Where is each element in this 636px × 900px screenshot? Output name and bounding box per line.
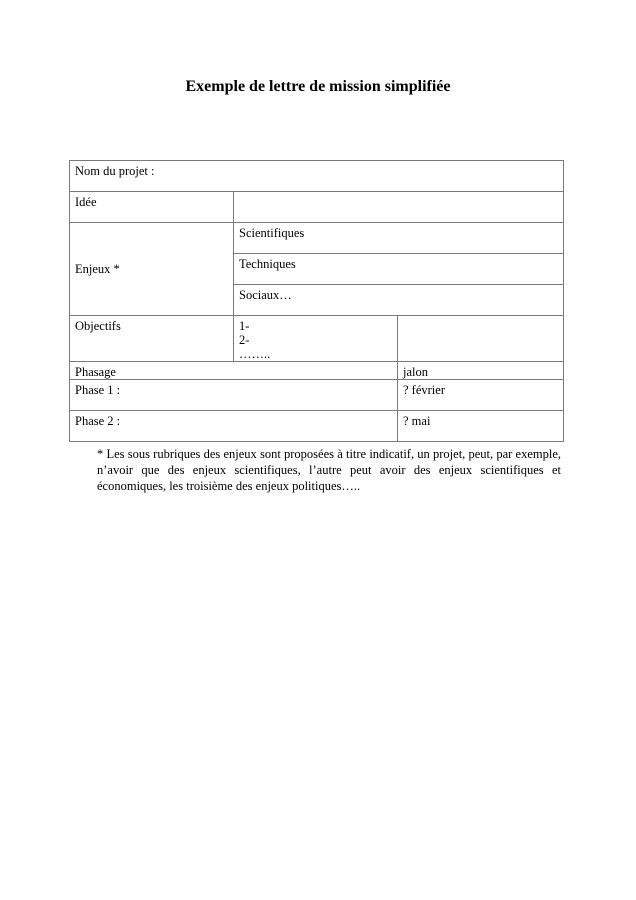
objectif-line-1: 1- bbox=[239, 319, 250, 333]
enjeux-sociaux-cell[interactable]: Sociaux… bbox=[234, 285, 564, 316]
phase-1-jalon[interactable]: ? février bbox=[398, 380, 564, 411]
objectif-line-3: …….. bbox=[239, 347, 271, 361]
table-row-phase-2 bbox=[70, 411, 564, 442]
phase-2-jalon[interactable]: ? mai bbox=[398, 411, 564, 442]
table-row-objectifs bbox=[70, 316, 564, 362]
enjeux-scientifiques-cell[interactable]: Scientifiques bbox=[234, 223, 564, 254]
objectifs-extra-cell[interactable] bbox=[398, 316, 564, 362]
phase-1-label[interactable]: Phase 1 : bbox=[70, 380, 398, 411]
table-row-phasage bbox=[70, 362, 564, 380]
table-row-phase-1 bbox=[70, 380, 564, 411]
objectifs-label: Objectifs bbox=[70, 316, 234, 362]
table-row-idee bbox=[70, 192, 564, 223]
table-row-nom-projet bbox=[70, 161, 564, 192]
enjeux-footnote: * Les sous rubriques des enjeux sont proposées à titre indicatif, un projet, peut, par exemple, n’avoir que des enjeux scientifiques, l’autre peut avoir des enjeux scientifiques et économiques, les troisième des enjeux politiques….. bbox=[97, 447, 561, 493]
nom-projet-cell[interactable]: Nom du projet : bbox=[70, 161, 564, 192]
mission-table bbox=[69, 160, 564, 442]
idee-value-cell[interactable] bbox=[234, 192, 564, 223]
objectifs-list-cell[interactable] bbox=[234, 316, 398, 362]
enjeux-techniques-cell[interactable]: Techniques bbox=[234, 254, 564, 285]
enjeux-label: Enjeux * bbox=[70, 223, 234, 316]
jalon-label: jalon bbox=[398, 362, 564, 380]
page-title: Exemple de lettre de mission simplifiée bbox=[185, 78, 451, 95]
table-row-enjeux-1 bbox=[70, 223, 564, 254]
objectif-line-2: 2- bbox=[239, 333, 250, 347]
phase-2-label[interactable]: Phase 2 : bbox=[70, 411, 398, 442]
idee-label: Idée bbox=[70, 192, 234, 223]
phasage-label: Phasage bbox=[70, 362, 398, 380]
